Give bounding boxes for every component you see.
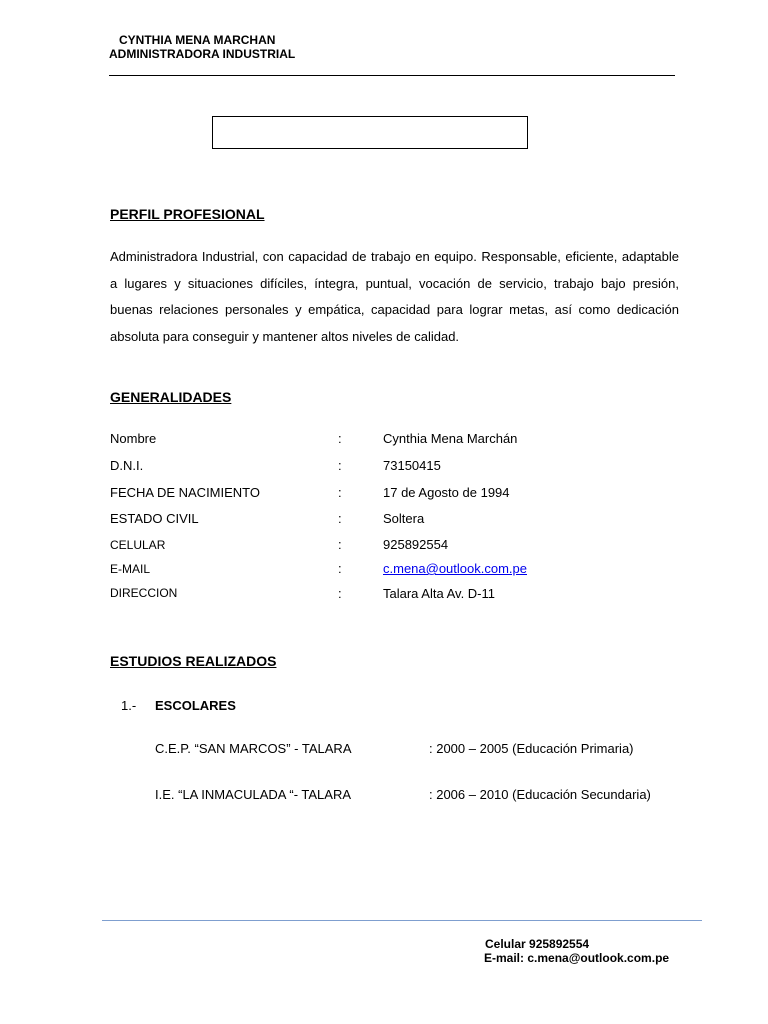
studies-section-title: ESTUDIOS REALIZADOS: [110, 653, 277, 669]
profile-text: Administradora Industrial, con capacidad de trabajo en equipo. Responsable, eficiente, adaptable a lugares y situaciones difíciles, íntegra, puntual, vocación de servicio, trabajo bajo presión, buenas relaciones personales y empática, capacidad para lograr metas, así como dedicación absoluta para conseguir y mantener altos niveles de calidad.: [110, 249, 679, 344]
study-school: I.E. “LA INMACULADA “- TALARA: [155, 787, 352, 802]
general-value-dni: 73150415: [383, 458, 441, 473]
general-value-estado-civil: Soltera: [383, 511, 425, 526]
study-school: C.E.P. “SAN MARCOS” - TALARA: [155, 741, 352, 756]
general-label-direccion: DIRECCION: [110, 586, 178, 600]
general-value-celular: 925892554: [383, 537, 449, 552]
general-label-fecha-nacimiento: FECHA DE NACIMIENTO: [110, 485, 261, 500]
header-name: CYNTHIA MENA MARCHAN: [119, 33, 276, 47]
profile-section-title: PERFIL PROFESIONAL: [110, 206, 265, 222]
general-value-direccion: Talara Alta Av. D-11: [383, 586, 496, 601]
general-value-fecha-nacimiento: 17 de Agosto de 1994: [383, 485, 510, 500]
general-separator: :: [338, 511, 342, 526]
general-label-celular: CELULAR: [110, 538, 166, 552]
header-role: ADMINISTRADORA INDUSTRIAL: [109, 47, 296, 61]
email-link[interactable]: c.mena@outlook.com.pe: [383, 561, 527, 576]
general-separator: :: [338, 485, 342, 500]
study-years: : 2000 – 2005 (Educación Primaria): [429, 741, 634, 756]
general-section-title: GENERALIDADES: [110, 389, 232, 405]
general-separator: :: [338, 458, 342, 473]
general-separator: :: [338, 431, 342, 446]
general-separator: :: [338, 537, 342, 552]
footer-phone: Celular 925892554: [485, 937, 590, 951]
general-label-estado-civil: ESTADO CIVIL: [110, 511, 199, 526]
general-separator: :: [338, 561, 342, 576]
general-value-nombre: Cynthia Mena Marchán: [383, 431, 518, 446]
general-label-dni: D.N.I.: [110, 458, 144, 473]
general-separator: :: [338, 586, 342, 601]
studies-subheading: ESCOLARES: [155, 698, 236, 713]
header-divider: [109, 75, 675, 76]
footer-divider: [102, 920, 702, 921]
studies-item-number: 1.-: [121, 698, 137, 713]
footer-email: E-mail: c.mena@outlook.com.pe: [484, 951, 670, 965]
general-label-nombre: Nombre: [110, 431, 157, 446]
study-years: : 2006 – 2010 (Educación Secundaria): [429, 787, 651, 802]
empty-title-box: [212, 116, 528, 149]
general-label-email: E-MAIL: [110, 562, 151, 576]
